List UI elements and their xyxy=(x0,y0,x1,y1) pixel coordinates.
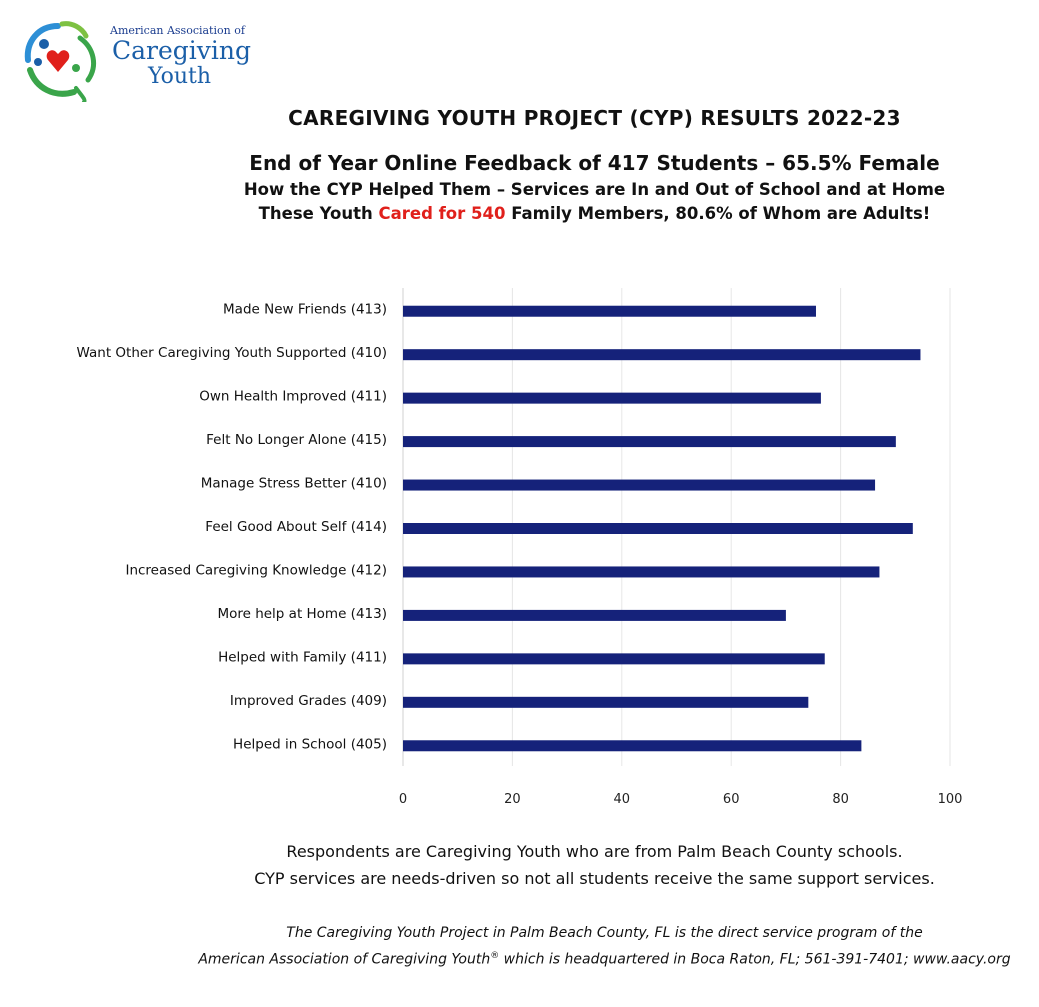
logo xyxy=(18,18,252,102)
category-label-6: Increased Caregiving Knowledge (412) xyxy=(125,562,387,579)
subtitle-family-post: Family Members, 80.6% of Whom are Adults! xyxy=(505,204,931,223)
category-label-7: More help at Home (413) xyxy=(217,605,387,622)
category-label-9: Improved Grades (409) xyxy=(229,692,387,709)
bar-3 xyxy=(403,436,896,447)
bar-4 xyxy=(403,480,875,491)
footer-contact-line xyxy=(0,951,1039,968)
category-label-0: Made New Friends (413) xyxy=(223,301,387,318)
registered-mark: ® xyxy=(490,951,500,961)
category-label-2: Own Health Improved (411) xyxy=(199,388,387,405)
bar-1 xyxy=(403,349,920,360)
bar-2 xyxy=(403,393,821,404)
logo-text xyxy=(110,24,251,89)
bar-7 xyxy=(403,610,786,621)
category-label-5: Feel Good About Self (414) xyxy=(205,519,387,535)
category-label-3: Felt No Longer Alone (415) xyxy=(206,432,387,449)
logo-caregiving-line: Caregiving xyxy=(112,36,252,65)
bar-10 xyxy=(403,740,861,751)
category-label-8: Helped with Family (411) xyxy=(218,649,387,666)
respondents-note: Respondents are Caregiving Youth who are from Palm Beach County schools. xyxy=(286,842,903,861)
footer-org-name: American Association of Caregiving Youth xyxy=(198,951,491,968)
bar-0 xyxy=(403,306,816,317)
bar-5 xyxy=(403,523,913,534)
subtitle-family-pre: These Youth xyxy=(258,204,379,223)
bar-6 xyxy=(403,566,879,577)
services-note: CYP services are needs-driven so not all students receive the same support services. xyxy=(254,869,935,888)
x-tick-label-100: 100 xyxy=(937,792,963,807)
subtitle-services: How the CYP Helped Them – Services are In and Out of School and at Home xyxy=(243,180,946,199)
category-label-1: Want Other Caregiving Youth Supported (410) xyxy=(76,345,387,362)
x-tick-label-60: 60 xyxy=(722,792,740,807)
logo-org-line: American Association of xyxy=(110,24,245,37)
x-tick-label-40: 40 xyxy=(613,792,631,807)
category-label-4: Manage Stress Better (410) xyxy=(200,475,387,492)
x-tick-label-0: 0 xyxy=(398,792,408,807)
footer-contact-text: which is headquartered in Boca Raton, FL; 561-391-7401; www.aacy.org xyxy=(499,951,1011,968)
bar-9 xyxy=(403,697,808,708)
category-label-10: Helped in School (405) xyxy=(233,736,387,753)
x-tick-label-20: 20 xyxy=(504,792,521,807)
logo-youth-line: Youth xyxy=(148,64,212,89)
footer-program-line: The Caregiving Youth Project in Palm Beach County, FL is the direct service program of the xyxy=(286,925,923,941)
subtitle-students: End of Year Online Feedback of 417 Students – 65.5% Female xyxy=(249,151,940,175)
page-title: CAREGIVING YOUTH PROJECT (CYP) RESULTS 2022-23 xyxy=(288,106,901,130)
bar-8 xyxy=(403,653,825,664)
subtitle-family-highlight: Cared for 540 xyxy=(378,204,506,223)
subtitle-family xyxy=(0,204,1039,223)
x-tick-label-80: 80 xyxy=(832,792,849,807)
logo-emblem-icon xyxy=(18,18,108,102)
bar-chart xyxy=(0,270,1039,820)
